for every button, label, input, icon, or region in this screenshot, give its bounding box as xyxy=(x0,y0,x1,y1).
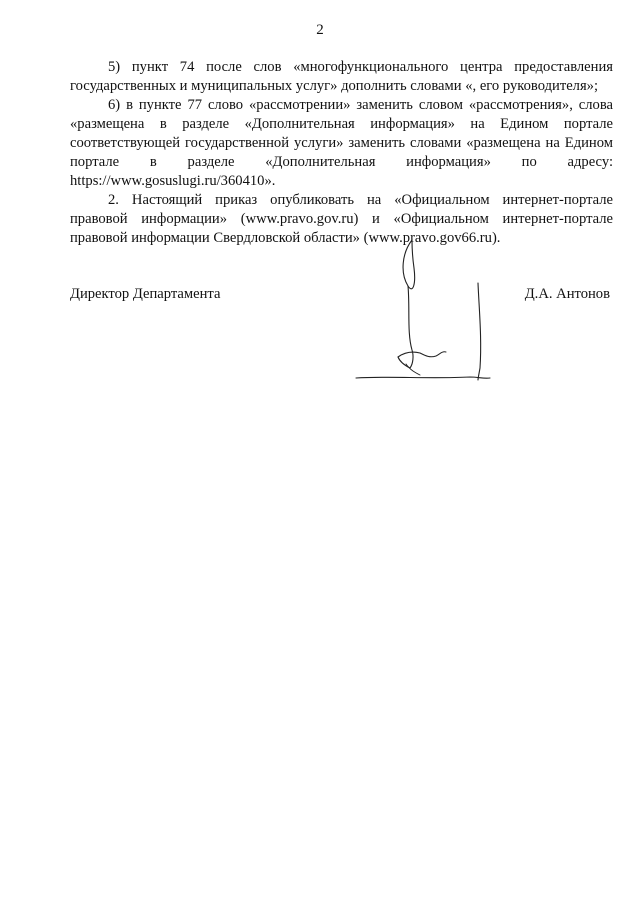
paragraph-item-6: 6) в пункте 77 слово «рассмотрении» заменить словом «рассмотрения», слова «размещена в разделе «Дополнительная информация» на Едином портале соответствующей государственной услуги» заменить словами «размещена на Едином портале в разделе «Дополнительная информация» по адресу: https://www.gosuslugi.ru/360410». xyxy=(70,97,613,189)
signer-name: Д.А. Антонов xyxy=(524,286,610,302)
document-body xyxy=(70,58,613,248)
paragraph-item-5: 5) пункт 74 после слов «многофункционального центра предоставления государственных и муниципальных услуг» дополнить словами «, его руководителя»; xyxy=(70,59,613,94)
handwritten-signature xyxy=(350,238,500,388)
paragraph-publication: 2. Настоящий приказ опубликовать на «Официальном интернет-портале правовой информации» (www.pravo.gov.ru) и «Официальном интернет-портале правовой информации Свердловской области» (www.pravo.gov66.ru). xyxy=(70,192,613,246)
page-number: 2 xyxy=(316,22,324,38)
signer-title: Директор Департамента xyxy=(70,286,221,302)
